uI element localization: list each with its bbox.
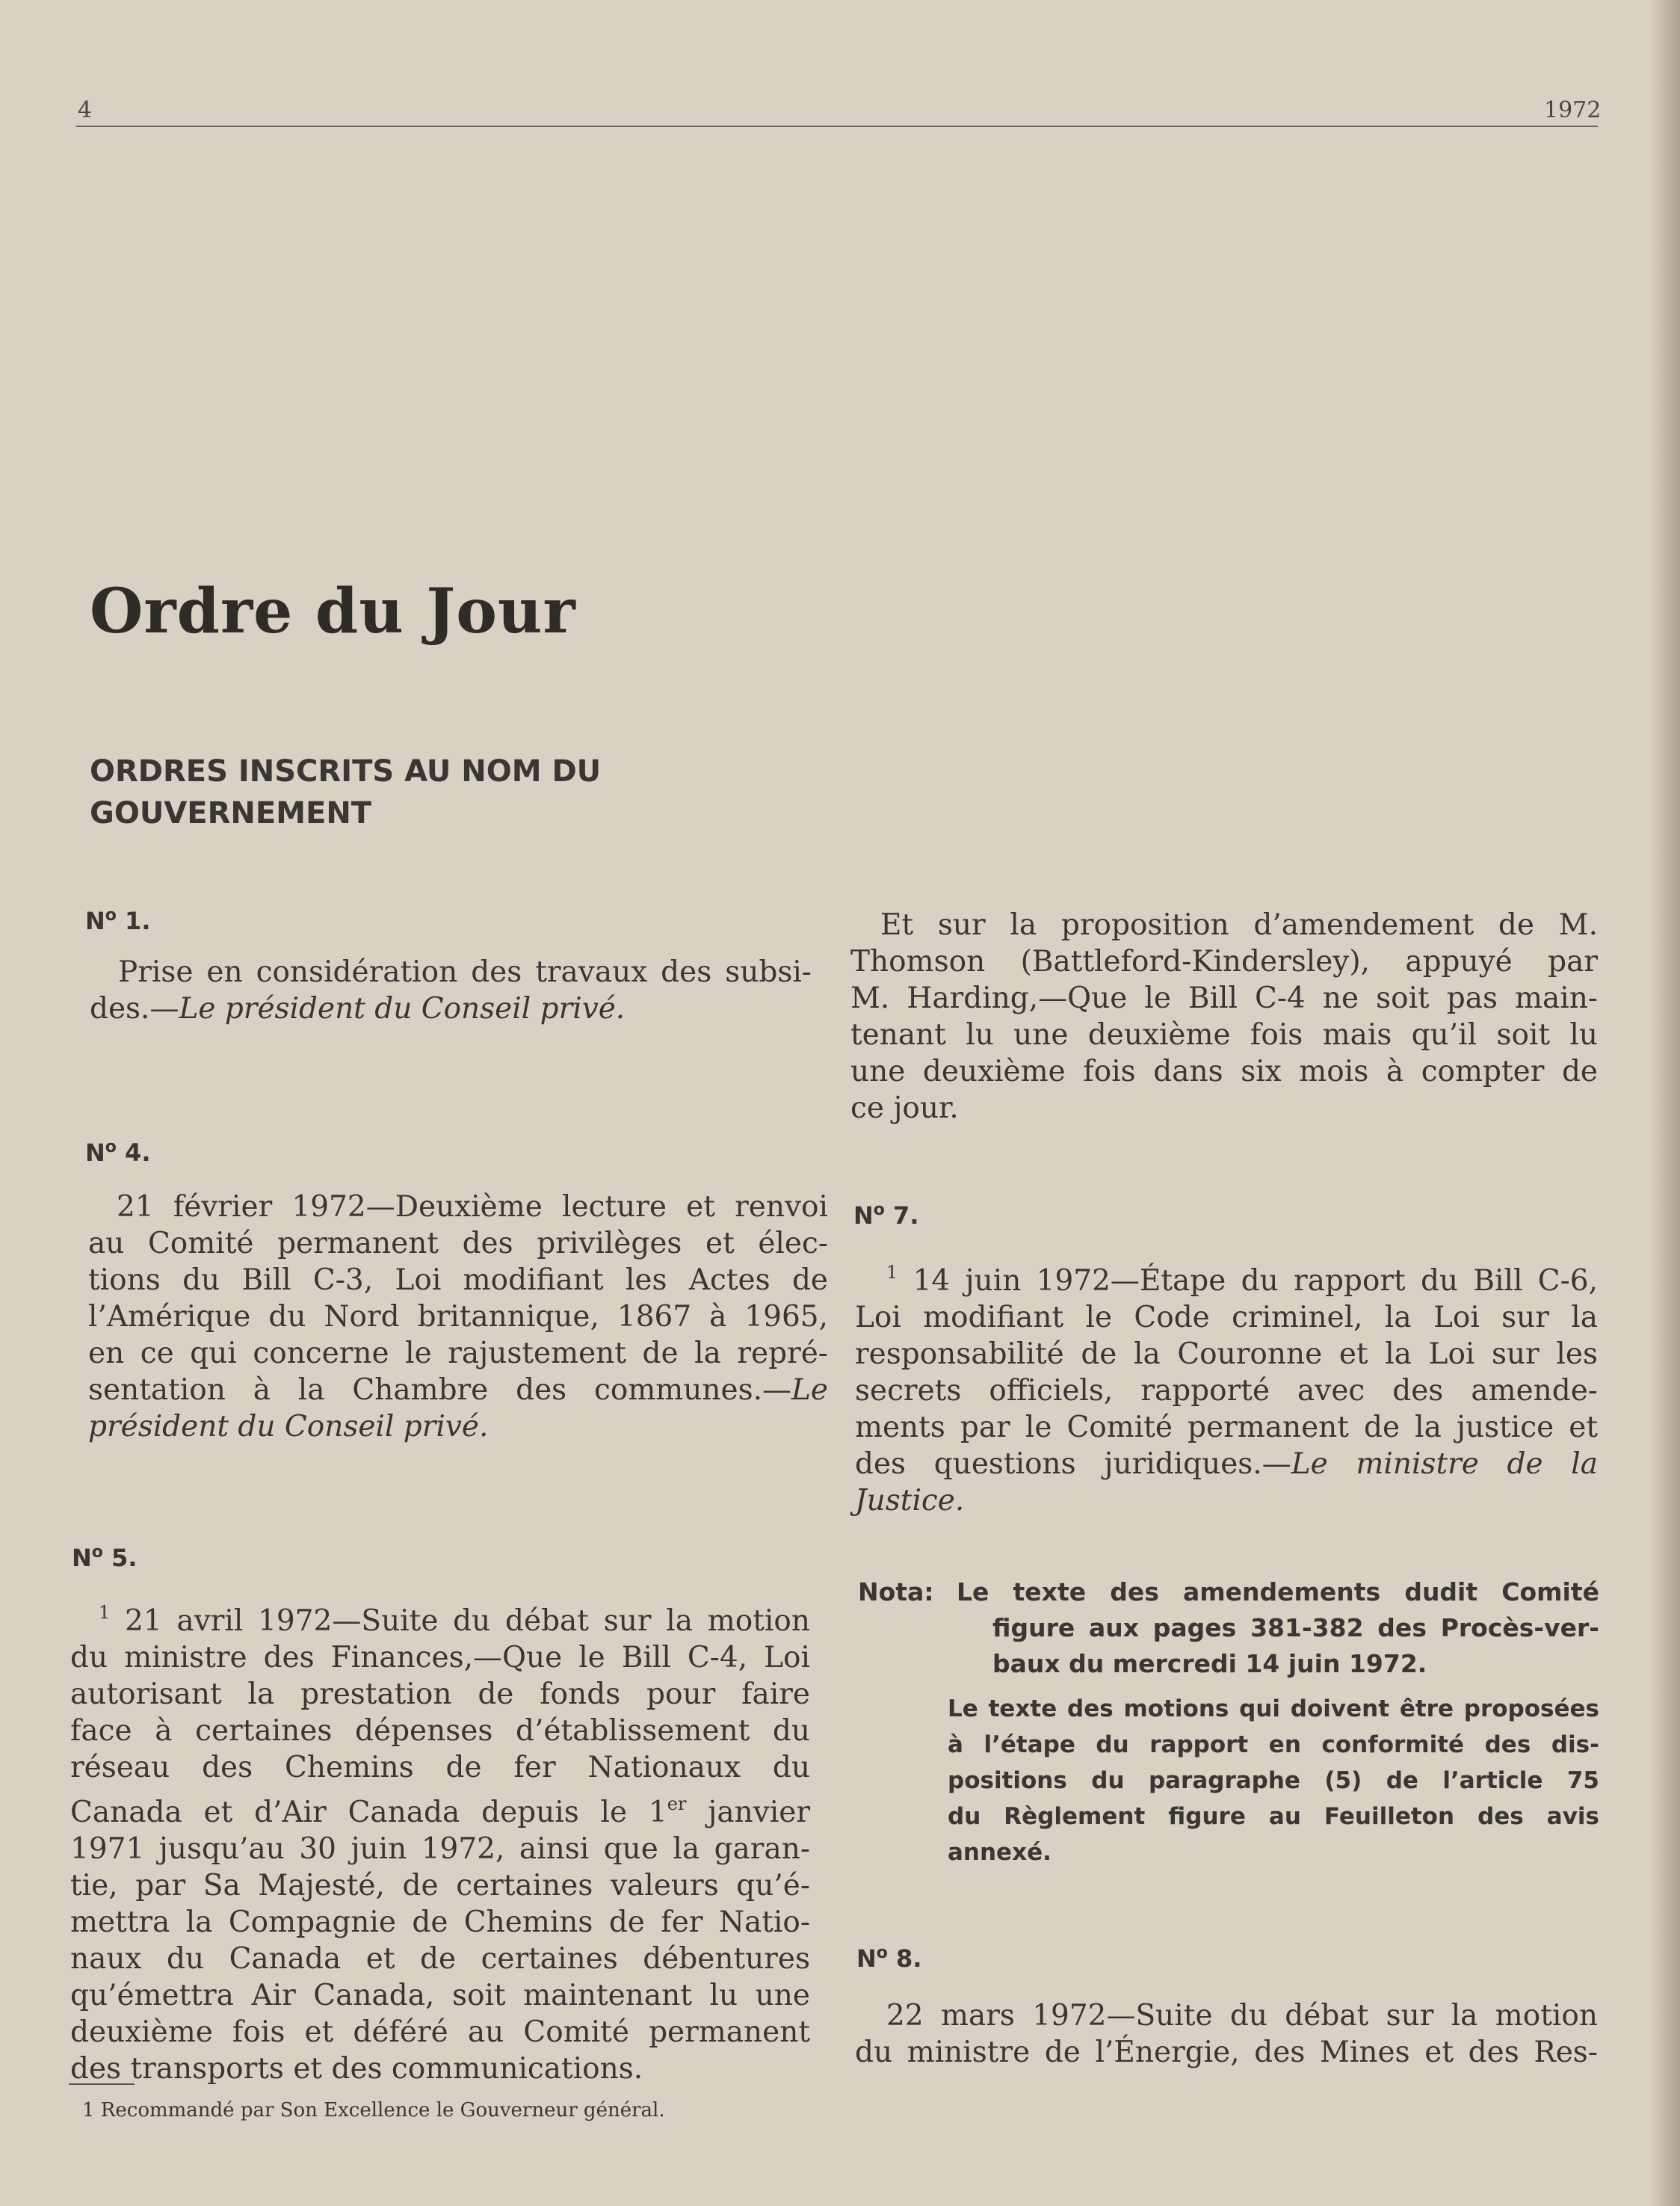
text-line: réseau des Chemins de fer Nationaux du	[70, 1751, 810, 1784]
text-line: Et sur la proposition d’amendement de M.	[880, 908, 1598, 942]
text-line: une deuxième fois dans six mois à compter de	[850, 1055, 1598, 1088]
text-line: figure aux pages 381-382 des Procès-ver-	[992, 1613, 1599, 1642]
item-number-sup: o	[105, 1138, 117, 1156]
amendment-text	[850, 907, 1598, 1127]
item-number-rest: 4.	[116, 1139, 151, 1167]
item-number-rest: 8.	[887, 1944, 922, 1973]
text-line: qu’émettra Air Canada, soit maintenant lu une	[70, 1979, 810, 2012]
text-line: ce jour.	[850, 1091, 959, 1125]
text-line: responsabilité de la Couronne et la Loi sur les	[855, 1337, 1598, 1371]
text-line	[88, 1408, 828, 1445]
text-line: Le texte des motions qui doivent être proposées	[948, 1695, 1599, 1722]
text-line	[70, 1786, 810, 1831]
text-line: annexé.	[948, 1839, 1051, 1866]
text-line: tenant lu une deuxième fois mais qu’il soit lu	[850, 1018, 1598, 1052]
text-line: positions du paragraphe (5) de l’article 75	[948, 1767, 1599, 1794]
header-year: 1972	[1544, 97, 1602, 123]
section-heading	[90, 751, 601, 834]
text-line: M. Harding,—Que le Bill C-4 ne soit pas main-	[850, 982, 1598, 1015]
text-line	[855, 1446, 1598, 1482]
text-line: au Comité permanent des privilèges et élec-	[88, 1227, 828, 1260]
text-plain: 21 avril 1972—Suite du débat sur la motion	[110, 1604, 810, 1638]
text-line: en ce qui concerne le rajustement de la repré-	[88, 1337, 828, 1370]
text-italic: président du Conseil privé.	[88, 1410, 489, 1444]
text-line	[70, 1595, 810, 1639]
item-8-text	[855, 1997, 1598, 2071]
text-line	[88, 1372, 828, 1408]
text-plain: sentation à la Chambre des communes.—	[88, 1373, 792, 1407]
page-title: Ordre du Jour	[90, 576, 576, 647]
item-number-sup: o	[91, 1543, 103, 1562]
header-rule	[76, 126, 1598, 127]
item-number-sup: o	[876, 1944, 888, 1962]
text-line: face à certaines dépenses d’établissement du	[70, 1714, 810, 1748]
text-line: autorisant la prestation de fonds pour faire	[70, 1677, 810, 1711]
text-line: Loi modifiant le Code criminel, la Loi sur la	[855, 1301, 1598, 1334]
footnote-rule	[69, 2083, 135, 2085]
text-line: l’Amérique du Nord britannique, 1867 à 1965,	[88, 1300, 828, 1334]
text-line: Thomson (Battleford-Kindersley), appuyé par	[850, 945, 1598, 979]
text-italic: Le président du Conseil privé.	[179, 992, 626, 1026]
text-line: tie, par Sa Majesté, de certaines valeurs qu’é-	[70, 1869, 810, 1902]
item-number-7	[853, 1201, 918, 1230]
item-number-label: N	[85, 907, 105, 935]
item-number-rest: 1.	[116, 907, 151, 935]
item-7-text	[855, 1254, 1598, 1519]
page-number: 4	[78, 97, 93, 123]
item-5-text	[70, 1595, 810, 2087]
item-number-sup: o	[873, 1201, 885, 1219]
text-italic: Le ministre de la	[1291, 1447, 1598, 1481]
text-italic: Justice.	[855, 1484, 965, 1518]
item-number-rest: 5.	[102, 1544, 138, 1572]
text-plain: janvier	[686, 1796, 810, 1829]
nota-paragraph-2	[948, 1691, 1599, 1870]
section-heading-line1: ORDRES INSCRITS AU NOM DU	[90, 754, 602, 789]
item-number-label: N	[853, 1201, 874, 1230]
page-edge-shadow	[1650, 0, 1680, 2206]
text-line: du Règlement figure au Feuilleton des avis	[948, 1803, 1599, 1830]
item-number-4	[85, 1138, 150, 1167]
text-line: 22 mars 1972—Suite du débat sur la motion	[886, 1999, 1598, 2033]
text-plain: 14 juin 1972—Étape du rapport du Bill C-6,	[898, 1264, 1598, 1298]
text-line	[855, 1482, 1598, 1519]
text-line: Le texte des amendements dudit Comité	[957, 1577, 1599, 1606]
text-line	[90, 990, 812, 1027]
item-number-label: N	[856, 1944, 877, 1973]
text-line: des transports et des communications.	[70, 2052, 643, 2086]
text-italic: Le	[791, 1373, 828, 1407]
text-line: 21 février 1972—Deuxième lecture et renvoi	[117, 1190, 828, 1224]
item-1-text	[90, 954, 812, 1027]
text-line: Prise en considération des travaux des subsi-	[118, 955, 812, 989]
text-plain: Canada et d’Air Canada depuis le 1	[70, 1796, 667, 1829]
text-plain: des.—	[90, 992, 179, 1026]
footnote: 1 Recommandé par Son Excellence le Gouverneur général.	[82, 2099, 665, 2122]
item-number-rest: 7.	[884, 1201, 919, 1230]
text-line: naux du Canada et de certaines débentures	[70, 1942, 810, 1976]
text-line: tions du Bill C-3, Loi modifiant les Actes de	[88, 1263, 828, 1297]
text-line: 1971 jusqu’au 30 juin 1972, ainsi que la garan-	[70, 1832, 810, 1866]
text-line: du ministre des Finances,—Que le Bill C-4, Loi	[70, 1641, 810, 1674]
item-number-8	[856, 1944, 921, 1973]
item-number-1	[85, 906, 150, 935]
section-heading-line2: GOUVERNEMENT	[90, 796, 372, 831]
text-plain: des questions juridiques.—	[855, 1447, 1291, 1481]
item-number-label: N	[72, 1544, 92, 1572]
text-line: ments par le Comité permanent de la justice et	[855, 1411, 1598, 1444]
footnote-mark: 1	[886, 1262, 898, 1283]
item-number-sup: o	[105, 906, 117, 925]
item-4-text	[88, 1189, 828, 1445]
text-superscript: er	[667, 1793, 687, 1814]
text-line: à l’étape du rapport en conformité des dis-	[948, 1731, 1599, 1758]
nota-label: Nota:	[858, 1577, 934, 1606]
text-line	[855, 1254, 1598, 1299]
text-line: mettra la Compagnie de Chemins de fer Natio-	[70, 1905, 810, 1939]
item-number-5	[72, 1543, 137, 1572]
text-line: du ministre de l’Énergie, des Mines et des Res-	[855, 2036, 1598, 2069]
text-line: baux du mercredi 14 juin 1972.	[992, 1649, 1427, 1678]
nota-paragraph-1	[957, 1574, 1599, 1682]
footnote-mark: 1	[99, 1602, 111, 1623]
text-line: secrets officiels, rapporté avec des amende-	[855, 1374, 1598, 1408]
text-line: deuxième fois et déféré au Comité permanent	[70, 2015, 810, 2049]
item-number-label: N	[85, 1139, 105, 1167]
